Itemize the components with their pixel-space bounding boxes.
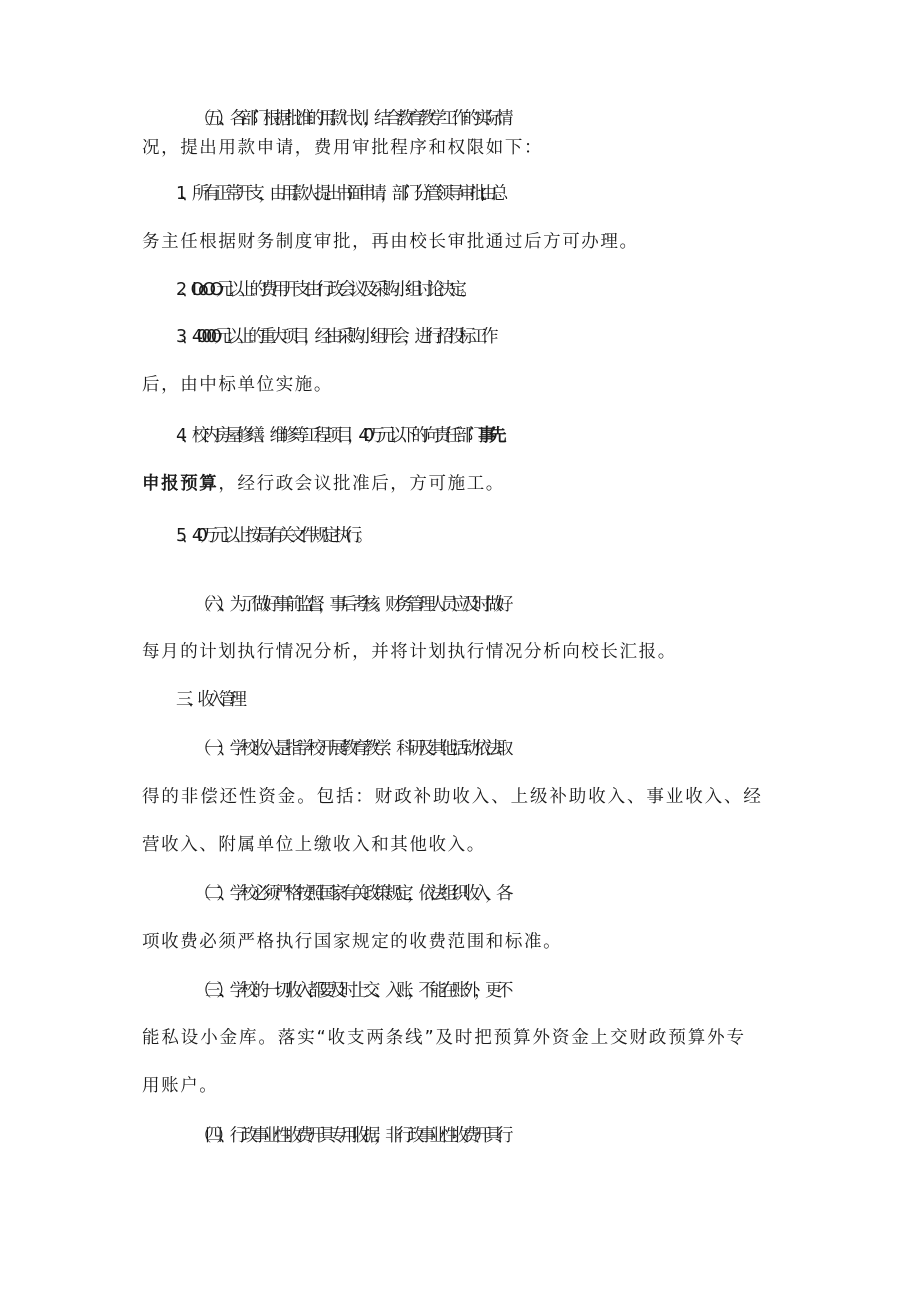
item-4-line-2-text: ，经行政会议批准后，方可施工。 bbox=[218, 474, 505, 494]
heading-income-management: 三、收入管理 bbox=[176, 690, 241, 710]
item-4-line-2 bbox=[142, 472, 782, 496]
section-6-line-2: 每月的计划执行情况分析，并将计划执行情况分析向校长汇报。 bbox=[142, 642, 677, 662]
item-4-line-1 bbox=[176, 424, 816, 448]
item-2: 2、IOoOO 元以上的费用开支由行政会议及采购小组讨论决定。 bbox=[176, 280, 472, 300]
income-3-line-3: 用账户。 bbox=[142, 1076, 219, 1096]
item-4-bold-text-1: 事先 bbox=[477, 426, 501, 446]
item-1-line-2: 务主任根据财务制度审批，再由校长审批通过后方可办理。 bbox=[142, 232, 639, 252]
item-4-bold-text-2: 申报预算 bbox=[142, 474, 219, 494]
section-5-line-1: （五）、各部门根据批准的用款计划，结合教育教学工作的实际情 bbox=[194, 109, 508, 129]
item-4-line-1-text: 4、校内房屋修缮、维修等工程项目，40 万元以下的向责任部门 bbox=[176, 426, 478, 446]
income-1-line-3: 营收入、附属单位上缴收入和其他收入。 bbox=[142, 835, 486, 855]
section-6-line-1: （六）、为了做好事前监督，事后考核。财务管理人员应及时做好 bbox=[194, 595, 508, 615]
income-1-line-1: （一）、学校收入是指学校开展教育教学、科研及其他活动依法取 bbox=[194, 739, 508, 759]
section-5-line-2: 况，提出用款申请，费用审批程序和权限如下： bbox=[142, 138, 544, 158]
item-1-line-1: 1、所有正常开支，由用款人提出书面申请，部门分管领导审批,由总 bbox=[176, 184, 502, 204]
income-2-line-2: 项收费必须严格执行国家规定的收费范围和标准。 bbox=[142, 932, 563, 952]
income-4-line-1: （四）、行政事业性收费开具专用收据，非行政事业性收费开具行 bbox=[194, 1126, 508, 1146]
income-3-line-2: 能私设小金库。落实“收支两条线”及时把预算外资金上交财政预算外专 bbox=[142, 1028, 746, 1048]
income-1-line-2: 得的非偿还性资金。包括：财政补助收入、上级补助收入、事业收入、经 bbox=[142, 787, 763, 807]
item-3-line-1: 3、40000 元以上的重大项目，经由采购小组开会，进行招投标工作 bbox=[176, 327, 493, 347]
income-3-line-1: （三）、学校的一切收入都要及时上交、入账，不能在账外，更不 bbox=[194, 981, 508, 1001]
item-3-line-2: 后，由中标单位实施。 bbox=[142, 375, 333, 395]
income-2-line-1: （二）、学校必须严格按照国家有关政策规定，依法组织收入，各 bbox=[194, 884, 508, 904]
item-5: 5、40 万元以上按局有关文件规定执行。 bbox=[176, 526, 367, 546]
